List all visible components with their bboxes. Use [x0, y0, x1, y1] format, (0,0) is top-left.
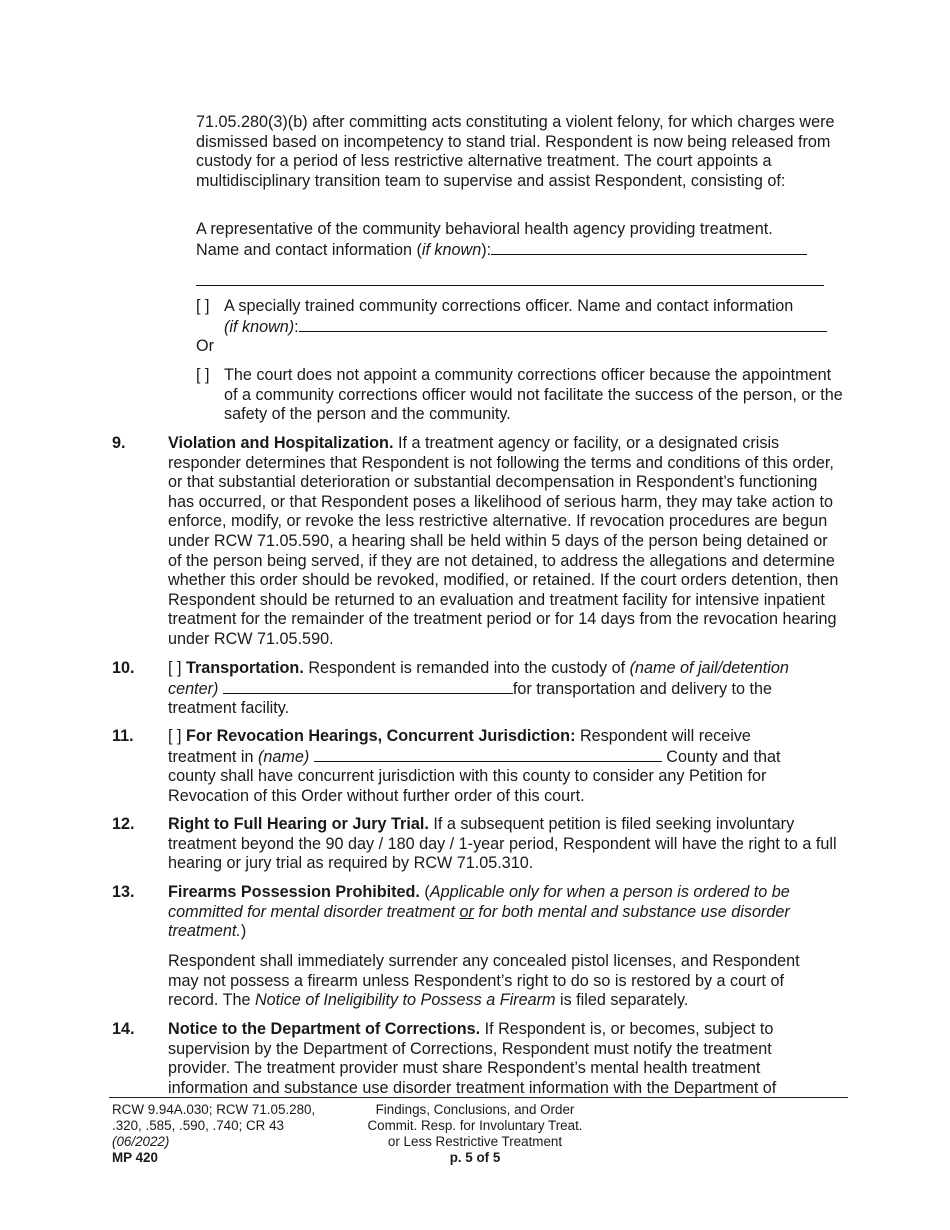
item-13-p2-b: is filed separately.: [555, 991, 689, 1010]
item-10-body-a: Respondent is remanded into the custody of: [303, 659, 630, 677]
item-14-heading: Notice to the Department of Corrections.: [168, 1020, 481, 1038]
revocation-checkbox[interactable]: [ ]: [168, 727, 186, 745]
item-11-body-a: Respondent will receive: [575, 727, 751, 745]
item-9-text: [168, 434, 840, 650]
item-9-heading: Violation and Hospitalization.: [168, 434, 394, 452]
intro-paragraph: 71.05.280(3)(b) after committing acts constituting a violent felony, for which charges were dismissed based on incompetency to stand trial. Respondent is now being released from custody for a period of less restrictive alternative treatment. The court appoints a multidisciplinary transition team to supervise and assist Respondent, consisting of:: [196, 113, 835, 190]
no-officer-checkbox[interactable]: [ ]: [196, 366, 210, 384]
item-10-hint-b: center): [168, 679, 219, 698]
item-13-p2-a: Respondent shall immediately surrender any concealed pistol licenses, and Respondent may not possess a firearm unless Respondent’s right to do so is restored by a court of record. The: [168, 952, 800, 1010]
item-10-hint-a: (name of jail/detention: [629, 659, 789, 677]
item-13-heading: Firearms Possession Prohibited.: [168, 883, 420, 901]
name-contact-label: Name and contact information (: [196, 240, 422, 259]
agency-representative-text: [196, 220, 836, 260]
item-13-paren-open: (: [419, 883, 430, 901]
agency-representative-label: A representative of the community behavioral health agency providing treatment.: [196, 220, 773, 238]
paren-close: ):: [481, 240, 492, 259]
item-9-number: 9.: [112, 434, 126, 452]
officer-label: A specially trained community corrections officer. Name and contact information: [224, 297, 794, 315]
item-10-body-c: treatment facility.: [168, 699, 290, 718]
item-12-body: If a subsequent petition is filed seeking involuntary treatment beyond the 90 day / 180 day / 1-year period, Respondent will have the right to a full hearing or jury trial as required by RCW 71.05.310.: [168, 815, 837, 873]
item-14-body: If Respondent is, or becomes, subject to supervision by the Department of Corrections, Respondent must notify the treatment provider. The treatment provider must share Respondent’s mental health treatment information and substance use disorder treatment information with the Department of: [168, 1020, 777, 1097]
item-14-text: [168, 1020, 818, 1098]
item-13-note-b: for both mental and substance use disorder treatment.: [168, 902, 790, 941]
item-11-body-b: treatment in: [168, 747, 258, 766]
footer-divider: [109, 1097, 848, 1098]
footer-left: [112, 1102, 352, 1166]
footer-form-date: (06/2022): [112, 1134, 170, 1149]
officer-contact-field[interactable]: [299, 317, 827, 332]
item-11-text: [168, 727, 840, 806]
item-13-text: [168, 883, 808, 942]
item-13-number: 13.: [112, 883, 135, 901]
item-13-paren-close: ): [240, 922, 247, 941]
footer-title-2: Commit. Resp. for Involuntary Treat.: [367, 1118, 583, 1133]
footer-page-number: p. 5 of 5: [449, 1150, 501, 1165]
agency-contact-field[interactable]: [491, 240, 807, 255]
transportation-checkbox[interactable]: [ ]: [168, 659, 186, 677]
or-label: Or: [196, 337, 214, 355]
no-officer-text: The court does not appoint a community corrections officer because the appointment of a community corrections officer would not facilitate the success of the person, or the safety of the person and the community.: [224, 366, 843, 424]
item-12-text: [168, 815, 840, 874]
item-9-body: If a treatment agency or facility, or a designated crisis responder determines that Respondent is not following the terms and conditions of this order, or that substantial deterioration or substantial decompensation in Respondent’s functioning has occurred, or that Respondent poses a likelihood of serious harm, they may take action to enforce, modify, or revoke the less restrictive alternative. If revocation procedures are begun under RCW 71.05.590, a hearing shall be held within 5 days of the person being detained or of the person being served, if they are not detained, to address the allegations and determine whether this order should be revoked, modified, or retained. If the court orders detention, then Respondent should be returned to an evaluation and treatment facility for intensive inpatient treatment for the remainder of the treatment period or for 14 days from the revocation hearing under RCW 71.05.590.: [168, 434, 839, 648]
item-11-hint: (name): [257, 747, 310, 766]
footer-form-number: MP 420: [112, 1150, 158, 1165]
officer-colon: :: [294, 317, 299, 336]
officer-text: A specially trained community corrections officer. Name and contact information (if known):: [224, 297, 844, 337]
item-11-heading: For Revocation Hearings, Concurrent Jurisdiction:: [186, 727, 576, 745]
officer-checkbox[interactable]: [ ]: [196, 297, 210, 315]
footer-statutes-1: RCW 9.94A.030; RCW 71.05.280,: [112, 1102, 316, 1117]
item-10-body-b: for transportation and delivery to the: [512, 679, 773, 698]
item-10-text: [168, 659, 840, 719]
agency-contact-field-line2[interactable]: [196, 285, 824, 286]
footer-title-3: or Less Restrictive Treatment: [387, 1134, 563, 1149]
item-11-body-c: County and that: [661, 747, 781, 766]
item-11-number: 11.: [112, 727, 134, 745]
footer-statutes-2: .320, .585, .590, .740; CR 43: [112, 1118, 284, 1133]
officer-if-known-label: if known: [229, 317, 289, 336]
item-10-heading: Transportation.: [186, 659, 304, 677]
item-14-number: 14.: [112, 1020, 135, 1038]
county-name-field[interactable]: [314, 747, 662, 762]
item-10-number: 10.: [112, 659, 135, 677]
footer-center: [340, 1102, 610, 1166]
footer-title-1: Findings, Conclusions, and Order: [375, 1102, 575, 1117]
item-12-heading: Right to Full Hearing or Jury Trial.: [168, 815, 429, 833]
item-13-paragraph-2: [168, 952, 828, 1011]
item-11-body-d: county shall have concurrent jurisdiction with this county to consider any Petition for Revocation of this Order without further order of this court.: [168, 767, 767, 805]
jail-name-field[interactable]: [223, 679, 513, 694]
item-13-p2-notice: Notice of Ineligibility to Possess a Firearm: [254, 991, 556, 1010]
item-13-note-or: or: [459, 902, 474, 921]
if-known-label: if known: [421, 240, 482, 259]
item-12-number: 12.: [112, 815, 135, 833]
item-13-note-a: Applicable only for when a person is ordered to be committed for mental disorder treatment: [168, 883, 790, 921]
